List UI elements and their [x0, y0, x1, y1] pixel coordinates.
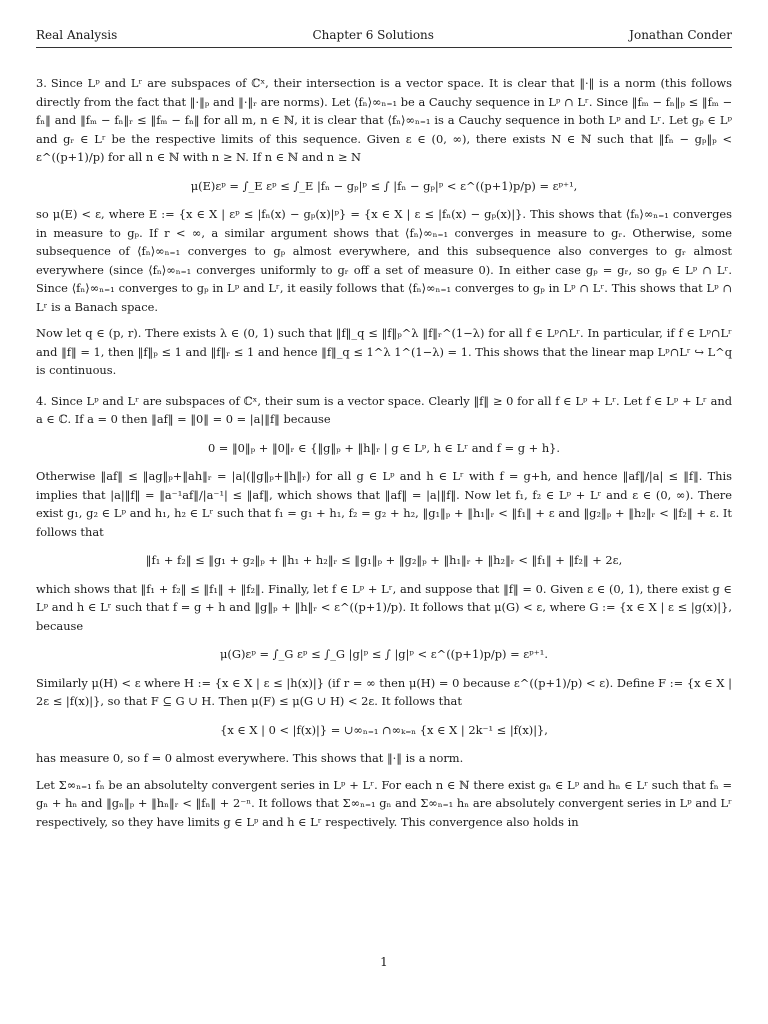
item-number: 3.	[36, 76, 47, 90]
paragraph: which shows that ‖f₁ + f₂‖ ≤ ‖f₁‖ + ‖f₂‖. Finally, let f ∈ Lᵖ + Lʳ, and suppose that ‖f‖ = 0. Given ε ∈ (0, 1), there exist g ∈ Lᵖ and h ∈ Lʳ such that f = g + h and ‖g‖ₚ + ‖h‖ᵣ < ε^((p+1)/p). It follows that μ(G) < ε, where G := {x ∈ X | ε ≤ |g(x)|}, because	[36, 581, 732, 633]
paragraph: so μ(E) < ε, where E := {x ∈ X | εᵖ ≤ |fₙ(x) − gₚ(x)|ᵖ} = {x ∈ X | ε ≤ |fₙ(x) − gₚ(x)|}. This shows that ⟨fₙ⟩∞ₙ₌₁ converges in measure to gₚ. If r < ∞, a similar argument shows that ⟨fₙ⟩∞ₙ₌₁ converges in measure to gᵣ. Otherwise, some subsequence of ⟨fₙ⟩∞ₙ₌₁ converges to gₚ almost everywhere, and this subsequence also converges to gᵣ almost everywhere (since ⟨fₙ⟩∞ₙ₌₁ converges uniformly to gᵣ off a set of measure 0). In either case gₚ = gᵣ, so gₚ ∈ Lᵖ ∩ Lʳ. Since ⟨fₙ⟩∞ₙ₌₁ converges to gₚ in Lᵖ and Lʳ, it easily follows that ⟨fₙ⟩∞ₙ₌₁ converges to gₚ in Lᵖ ∩ Lʳ. This shows that Lᵖ ∩ Lʳ is a Banach space.	[36, 207, 732, 314]
paragraph: has measure 0, so f = 0 almost everywhere. This shows that ‖·‖ is a norm.	[36, 751, 464, 765]
paragraph-text: Since Lᵖ and Lʳ are subspaces of ℂˣ, their sum is a vector space. Clearly ‖f‖ ≥ 0 for all f ∈ Lᵖ + Lʳ. Let f ∈ Lᵖ + Lʳ and a ∈ ℂ. If a = 0 then ‖af‖ = ‖0‖ = 0 = |a|‖f‖ because	[36, 393, 732, 426]
paragraph: Similarly μ(H) < ε where H := {x ∈ X | ε ≤ |h(x)|} (if r = ∞ then μ(H) = 0 because ε^((p+1)/p) < ε). Define F := {x ∈ X | 2ε ≤ |f(x)|}, so that F ⊆ G ∪ H. Then μ(F) ≤ μ(G ∪ H) < 2ε. It follows that	[36, 675, 732, 708]
solution-3	[36, 74, 732, 380]
equation: 0 = ‖0‖ₚ + ‖0‖ᵣ ∈ {‖g‖ₚ + ‖h‖ᵣ | g ∈ Lᵖ, h ∈ Lʳ and f = g + h}.	[207, 440, 561, 455]
equation: {x ∈ X | 0 < |f(x)|} = ∪∞ₙ₌₁ ∩∞ₖ₌ₙ {x ∈ X | 2k⁻¹ ≤ |f(x)|},	[220, 722, 548, 737]
page-header	[36, 28, 732, 48]
paragraph	[36, 74, 732, 167]
paragraph: Otherwise ‖af‖ ≤ ‖ag‖ₚ+‖ah‖ᵣ = |a|(‖g‖ₚ+‖h‖ᵣ) for all g ∈ Lᵖ and h ∈ Lʳ with f = g+h, and hence ‖af‖/|a| ≤ ‖f‖. This implies that |a|‖f‖ = ‖a⁻¹af‖/|a⁻¹| ≤ ‖af‖, which shows that ‖af‖ = |a|‖f‖. Now let f₁, f₂ ∈ Lᵖ + Lʳ and ε ∈ (0, ∞). There exist g₁, g₂ ∈ Lᵖ and h₁, h₂ ∈ Lʳ such that f₁ = g₁ + h₁, f₂ = g₂ + h₂, ‖g₁‖ₚ + ‖h₁‖ᵣ < ‖f₁‖ + ε and ‖g₂‖ₚ + ‖h₂‖ᵣ < ‖f₂‖ + ε. It follows that	[36, 469, 732, 539]
header-author: Jonathan Conder	[629, 28, 732, 42]
item-number: 4.	[36, 393, 47, 408]
equation: ‖f₁ + f₂‖ ≤ ‖g₁ + g₂‖ₚ + ‖h₁ + h₂‖ᵣ ≤ ‖g₁‖ₚ + ‖g₂‖ₚ + ‖h₁‖ᵣ + ‖h₂‖ᵣ < ‖f₁‖ + ‖f₂‖ + 2ε,	[145, 553, 623, 567]
paragraph-text: Since Lᵖ and Lʳ are subspaces of ℂˣ, their intersection is a vector space. It is clear that ‖·‖ is a norm (this follows directly from the fact that ‖·‖ₚ and ‖·‖ᵣ are norms). Let ⟨fₙ⟩∞ₙ₌₁ be a Cauchy sequence in Lᵖ ∩ Lʳ. Since ‖fₘ − fₙ‖ₚ ≤ ‖fₘ − fₙ‖ and ‖fₘ − fₙ‖ᵣ ≤ ‖fₘ − fₙ‖ for all m, n ∈ ℕ, it is clear that ⟨fₙ⟩∞ₙ₌₁ is a Cauchy sequence in both Lᵖ and Lʳ. Let gₚ ∈ Lᵖ and gᵣ ∈ Lʳ be the respective limits of this sequence. Given ε ∈ (0, ∞), there exists N ∈ ℕ such that ‖fₙ − gₚ‖ₚ < ε^((p+1)/p) for all n ∈ ℕ with n ≥ N. If n ∈ ℕ and n ≥ N	[36, 76, 732, 164]
document-body	[36, 74, 732, 843]
page-number: 1	[380, 955, 388, 969]
paragraph: Let Σ∞ₙ₌₁ fₙ be an absolutelty convergent series in Lᵖ + Lʳ. For each n ∈ ℕ there exist gₙ ∈ Lᵖ and hₙ ∈ Lʳ such that fₙ = gₙ + hₙ and ‖gₙ‖ₚ + ‖hₙ‖ᵣ < ‖fₙ‖ + 2⁻ⁿ. It follows that Σ∞ₙ₌₁ gₙ and Σ∞ₙ₌₁ hₙ are absolutely convergent series in Lᵖ and Lʳ respectively, so they have limits g ∈ Lᵖ and h ∈ Lʳ respectively. This convergence also holds in	[36, 777, 732, 829]
solution-4	[36, 392, 732, 832]
equation: μ(G)εᵖ = ∫_G εᵖ ≤ ∫_G |g|ᵖ ≤ ∫ |g|ᵖ < ε^((p+1)p/p) = εᵖ⁺¹.	[220, 647, 548, 661]
header-chapter: Chapter 6 Solutions	[312, 28, 434, 42]
paragraph	[36, 392, 732, 429]
header-course: Real Analysis	[36, 28, 118, 42]
paragraph: Now let q ∈ (p, r). There exists λ ∈ (0, 1) such that ‖f‖_q ≤ ‖f‖ₚ^λ ‖f‖ᵣ^(1−λ) for all f ∈ Lᵖ∩Lʳ. In particular, if f ∈ Lᵖ∩Lʳ and ‖f‖ = 1, then ‖f‖ₚ ≤ 1 and ‖f‖ᵣ ≤ 1 and hence ‖f‖_q ≤ 1^λ 1^(1−λ) = 1. This shows that the linear map Lᵖ∩Lʳ ↪ L^q is continuous.	[36, 326, 732, 377]
equation: μ(E)εᵖ = ∫_E εᵖ ≤ ∫_E |fₙ − gₚ|ᵖ ≤ ∫ |fₙ − gₚ|ᵖ < ε^((p+1)p/p) = εᵖ⁺¹,	[190, 178, 578, 193]
